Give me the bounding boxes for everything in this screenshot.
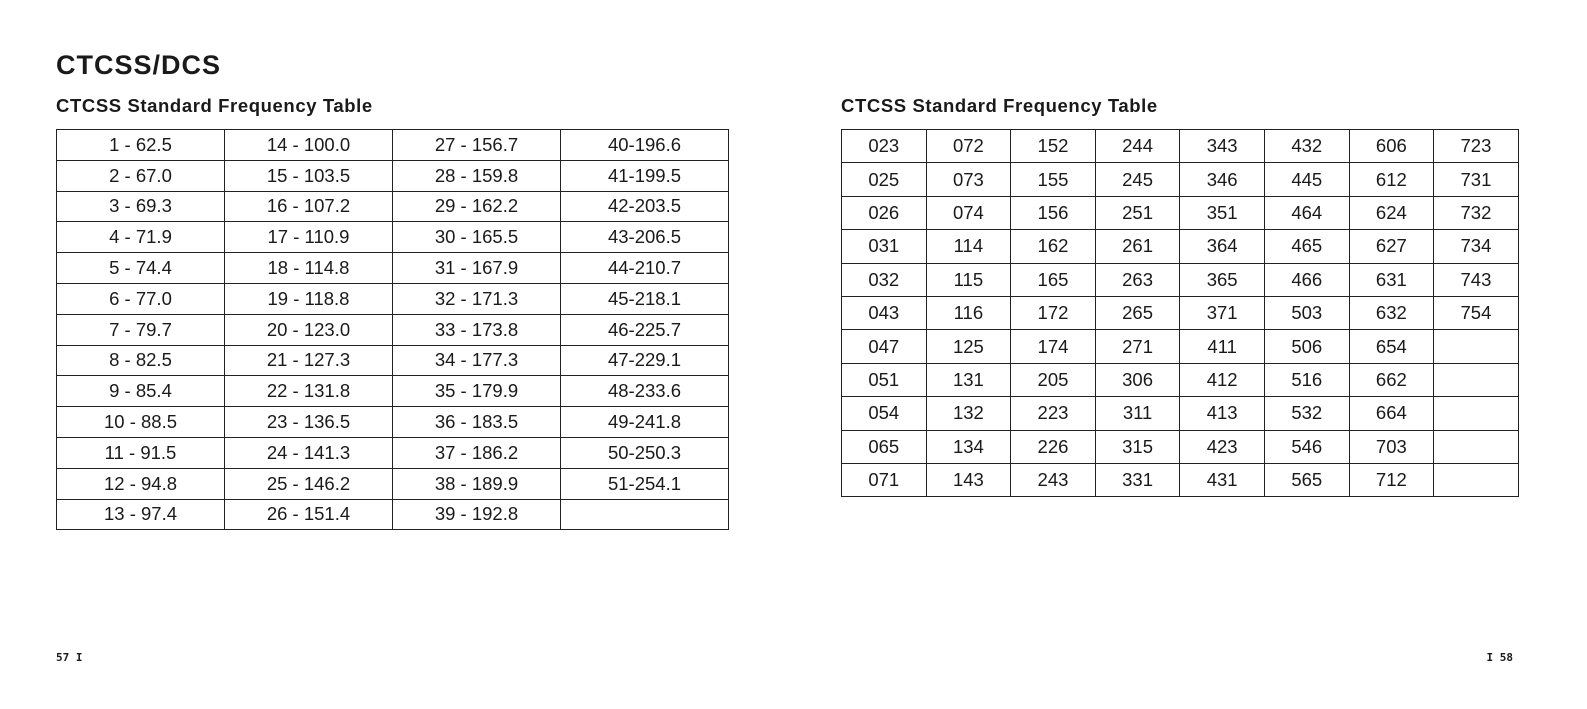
table-cell: 116 xyxy=(926,296,1011,329)
table-cell: 34 - 177.3 xyxy=(393,345,561,376)
table-cell: 047 xyxy=(842,330,927,363)
table-row xyxy=(57,253,729,284)
table-cell: 431 xyxy=(1180,463,1265,496)
table-cell: 245 xyxy=(1095,163,1180,196)
table-cell: 606 xyxy=(1349,130,1434,163)
table-cell: 371 xyxy=(1180,296,1265,329)
table-cell: 703 xyxy=(1349,430,1434,463)
table-cell: 413 xyxy=(1180,397,1265,430)
ctcss-table-title: CTCSS Standard Frequency Table xyxy=(56,95,373,116)
table-row xyxy=(57,468,729,499)
table-row xyxy=(842,397,1519,430)
table-cell: 343 xyxy=(1180,130,1265,163)
table-cell: 263 xyxy=(1095,263,1180,296)
table-cell: 24 - 141.3 xyxy=(225,437,393,468)
table-cell: 432 xyxy=(1264,130,1349,163)
ctcss-frequency-table xyxy=(56,129,729,530)
table-cell: 465 xyxy=(1264,230,1349,263)
table-cell: 45-218.1 xyxy=(561,283,729,314)
table-cell: 134 xyxy=(926,430,1011,463)
table-cell: 624 xyxy=(1349,196,1434,229)
table-row xyxy=(842,263,1519,296)
table-cell: 12 - 94.8 xyxy=(57,468,225,499)
table-row xyxy=(842,296,1519,329)
table-row xyxy=(842,196,1519,229)
table-cell: 43-206.5 xyxy=(561,222,729,253)
table-row xyxy=(842,463,1519,496)
table-cell: 071 xyxy=(842,463,927,496)
table-cell: 664 xyxy=(1349,397,1434,430)
table-cell: 503 xyxy=(1264,296,1349,329)
table-cell: 165 xyxy=(1011,263,1096,296)
table-cell xyxy=(561,499,729,530)
table-cell: 627 xyxy=(1349,230,1434,263)
table-cell: 516 xyxy=(1264,363,1349,396)
table-cell: 37 - 186.2 xyxy=(393,437,561,468)
page-number-left: 57 I xyxy=(56,651,83,664)
table-cell: 073 xyxy=(926,163,1011,196)
table-cell: 23 - 136.5 xyxy=(225,407,393,438)
table-cell: 152 xyxy=(1011,130,1096,163)
table-cell: 223 xyxy=(1011,397,1096,430)
table-row xyxy=(57,314,729,345)
table-cell: 46-225.7 xyxy=(561,314,729,345)
table-cell: 331 xyxy=(1095,463,1180,496)
page-number-right: I 58 xyxy=(1486,651,1513,664)
table-cell: 16 - 107.2 xyxy=(225,191,393,222)
table-cell: 26 - 151.4 xyxy=(225,499,393,530)
table-cell: 346 xyxy=(1180,163,1265,196)
table-row xyxy=(842,363,1519,396)
table-cell: 49-241.8 xyxy=(561,407,729,438)
table-cell: 51-254.1 xyxy=(561,468,729,499)
table-cell: 6 - 77.0 xyxy=(57,283,225,314)
table-row xyxy=(842,130,1519,163)
table-cell: 132 xyxy=(926,397,1011,430)
table-cell: 632 xyxy=(1349,296,1434,329)
table-row xyxy=(57,160,729,191)
table-cell: 243 xyxy=(1011,463,1096,496)
table-row xyxy=(57,222,729,253)
table-cell: 466 xyxy=(1264,263,1349,296)
table-cell: 351 xyxy=(1180,196,1265,229)
table-cell: 754 xyxy=(1434,296,1519,329)
table-cell: 38 - 189.9 xyxy=(393,468,561,499)
table-cell: 36 - 183.5 xyxy=(393,407,561,438)
table-cell: 365 xyxy=(1180,263,1265,296)
table-cell: 023 xyxy=(842,130,927,163)
table-cell: 734 xyxy=(1434,230,1519,263)
table-cell: 14 - 100.0 xyxy=(225,130,393,161)
table-cell: 065 xyxy=(842,430,927,463)
table-cell: 662 xyxy=(1349,363,1434,396)
table-cell: 244 xyxy=(1095,130,1180,163)
table-cell: 48-233.6 xyxy=(561,376,729,407)
table-cell: 026 xyxy=(842,196,927,229)
table-cell: 40-196.6 xyxy=(561,130,729,161)
table-cell: 115 xyxy=(926,263,1011,296)
table-cell: 41-199.5 xyxy=(561,160,729,191)
table-cell xyxy=(1434,397,1519,430)
table-cell: 546 xyxy=(1264,430,1349,463)
table-cell xyxy=(1434,463,1519,496)
table-row xyxy=(57,376,729,407)
table-cell: 654 xyxy=(1349,330,1434,363)
table-row xyxy=(842,230,1519,263)
table-cell: 532 xyxy=(1264,397,1349,430)
table-cell: 423 xyxy=(1180,430,1265,463)
table-cell: 226 xyxy=(1011,430,1096,463)
table-cell: 612 xyxy=(1349,163,1434,196)
table-cell: 32 - 171.3 xyxy=(393,283,561,314)
table-cell: 364 xyxy=(1180,230,1265,263)
table-cell: 114 xyxy=(926,230,1011,263)
table-cell: 251 xyxy=(1095,196,1180,229)
table-row xyxy=(57,130,729,161)
table-cell: 125 xyxy=(926,330,1011,363)
table-cell: 261 xyxy=(1095,230,1180,263)
table-cell: 271 xyxy=(1095,330,1180,363)
table-cell: 4 - 71.9 xyxy=(57,222,225,253)
table-cell: 33 - 173.8 xyxy=(393,314,561,345)
table-cell: 19 - 118.8 xyxy=(225,283,393,314)
table-cell: 131 xyxy=(926,363,1011,396)
table-cell: 13 - 97.4 xyxy=(57,499,225,530)
table-cell xyxy=(1434,430,1519,463)
table-row xyxy=(842,163,1519,196)
table-cell: 311 xyxy=(1095,397,1180,430)
table-cell: 743 xyxy=(1434,263,1519,296)
table-cell: 21 - 127.3 xyxy=(225,345,393,376)
table-row xyxy=(57,345,729,376)
table-cell: 2 - 67.0 xyxy=(57,160,225,191)
table-cell: 22 - 131.8 xyxy=(225,376,393,407)
table-cell: 42-203.5 xyxy=(561,191,729,222)
table-cell: 29 - 162.2 xyxy=(393,191,561,222)
table-cell: 731 xyxy=(1434,163,1519,196)
table-cell: 565 xyxy=(1264,463,1349,496)
table-cell: 506 xyxy=(1264,330,1349,363)
table-cell xyxy=(1434,363,1519,396)
table-cell: 10 - 88.5 xyxy=(57,407,225,438)
table-cell: 051 xyxy=(842,363,927,396)
table-cell: 30 - 165.5 xyxy=(393,222,561,253)
page-title: CTCSS/DCS xyxy=(56,50,222,80)
table-cell: 412 xyxy=(1180,363,1265,396)
table-row xyxy=(842,330,1519,363)
table-cell: 39 - 192.8 xyxy=(393,499,561,530)
table-cell: 631 xyxy=(1349,263,1434,296)
table-row xyxy=(57,283,729,314)
table-cell: 5 - 74.4 xyxy=(57,253,225,284)
table-cell: 25 - 146.2 xyxy=(225,468,393,499)
table-cell: 732 xyxy=(1434,196,1519,229)
table-cell: 8 - 82.5 xyxy=(57,345,225,376)
table-cell: 031 xyxy=(842,230,927,263)
table-cell: 043 xyxy=(842,296,927,329)
table-row xyxy=(57,191,729,222)
dcs-code-table xyxy=(841,129,1519,497)
table-row xyxy=(842,430,1519,463)
table-cell: 464 xyxy=(1264,196,1349,229)
table-cell: 15 - 103.5 xyxy=(225,160,393,191)
table-row xyxy=(57,499,729,530)
table-cell: 44-210.7 xyxy=(561,253,729,284)
table-cell: 9 - 85.4 xyxy=(57,376,225,407)
table-cell: 35 - 179.9 xyxy=(393,376,561,407)
table-cell: 155 xyxy=(1011,163,1096,196)
table-cell: 143 xyxy=(926,463,1011,496)
table-cell: 7 - 79.7 xyxy=(57,314,225,345)
table-cell: 47-229.1 xyxy=(561,345,729,376)
table-cell: 11 - 91.5 xyxy=(57,437,225,468)
table-cell: 28 - 159.8 xyxy=(393,160,561,191)
table-row xyxy=(57,407,729,438)
table-cell: 18 - 114.8 xyxy=(225,253,393,284)
table-cell: 205 xyxy=(1011,363,1096,396)
table-cell: 17 - 110.9 xyxy=(225,222,393,253)
table-cell: 025 xyxy=(842,163,927,196)
table-cell: 445 xyxy=(1264,163,1349,196)
table-cell: 162 xyxy=(1011,230,1096,263)
table-cell: 315 xyxy=(1095,430,1180,463)
table-cell: 712 xyxy=(1349,463,1434,496)
table-cell: 072 xyxy=(926,130,1011,163)
table-cell: 054 xyxy=(842,397,927,430)
table-cell: 032 xyxy=(842,263,927,296)
table-cell: 306 xyxy=(1095,363,1180,396)
table-cell: 411 xyxy=(1180,330,1265,363)
table-cell: 20 - 123.0 xyxy=(225,314,393,345)
table-cell: 172 xyxy=(1011,296,1096,329)
table-cell: 1 - 62.5 xyxy=(57,130,225,161)
table-cell: 265 xyxy=(1095,296,1180,329)
table-row xyxy=(57,437,729,468)
table-cell: 50-250.3 xyxy=(561,437,729,468)
table-cell: 723 xyxy=(1434,130,1519,163)
table-cell: 31 - 167.9 xyxy=(393,253,561,284)
dcs-table-title: CTCSS Standard Frequency Table xyxy=(841,95,1158,116)
table-cell: 27 - 156.7 xyxy=(393,130,561,161)
table-cell xyxy=(1434,330,1519,363)
table-cell: 156 xyxy=(1011,196,1096,229)
table-cell: 3 - 69.3 xyxy=(57,191,225,222)
table-cell: 074 xyxy=(926,196,1011,229)
table-cell: 174 xyxy=(1011,330,1096,363)
